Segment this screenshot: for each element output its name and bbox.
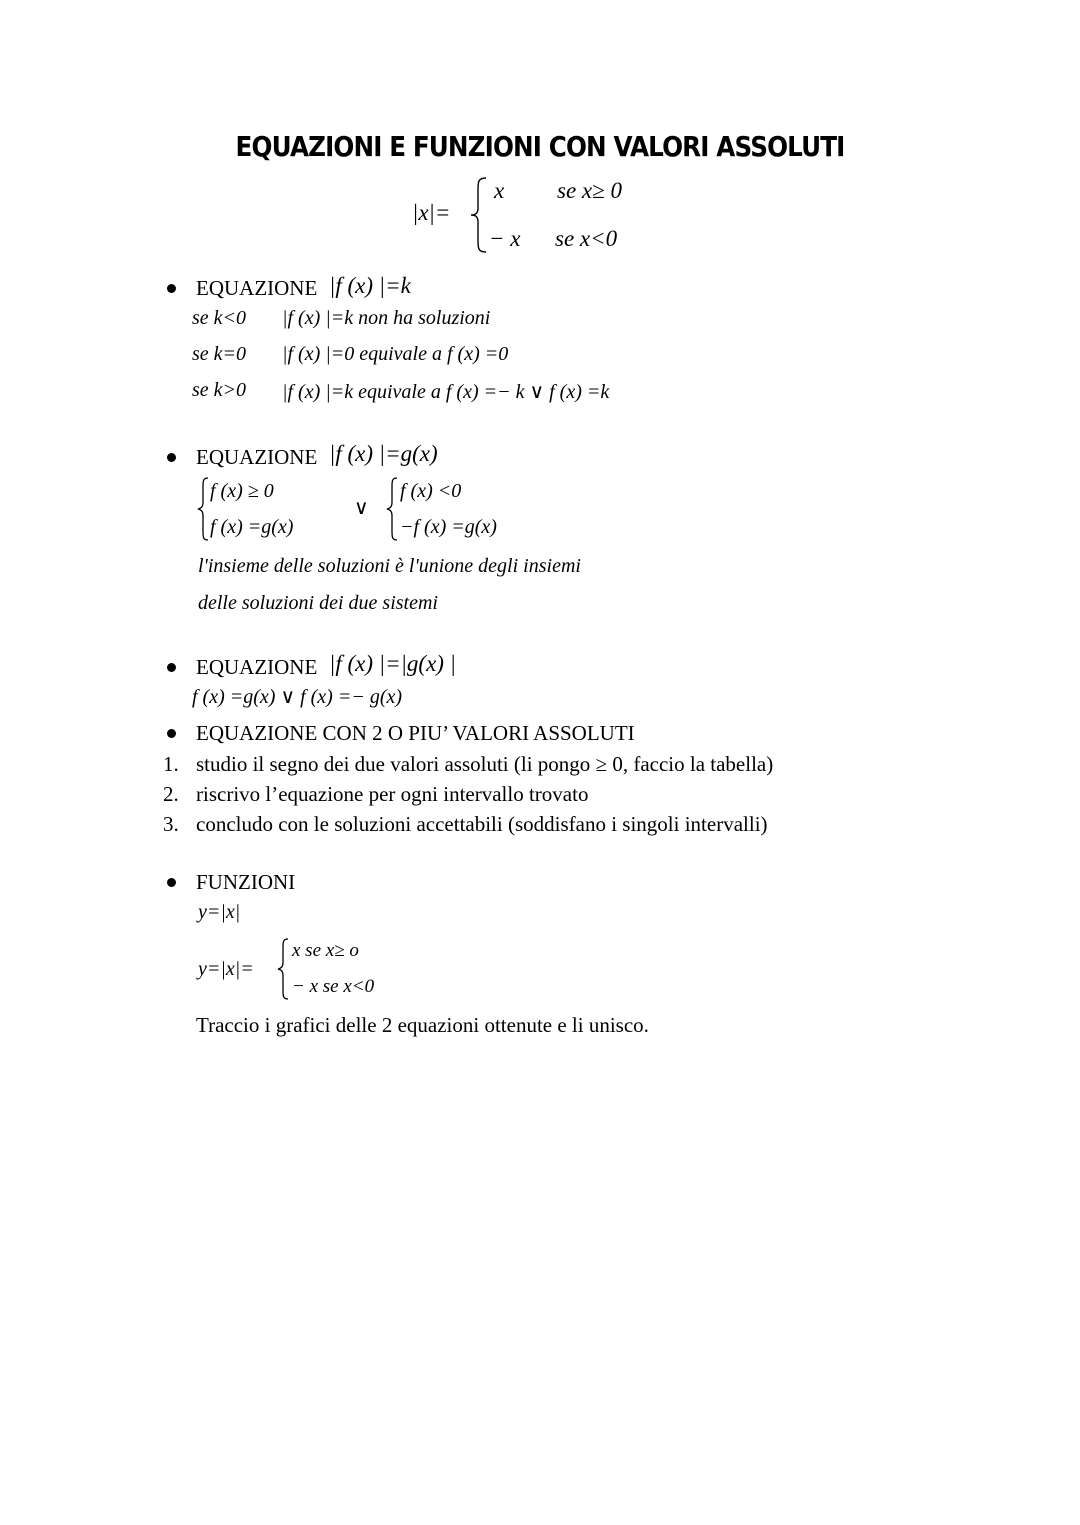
definition-brace [468, 176, 490, 254]
step-1-math: ≥ 0 [595, 752, 623, 776]
step-number: 1. [163, 752, 179, 776]
section2-heading: EQUAZIONE [196, 445, 318, 469]
section1-heading: EQUAZIONE [196, 276, 318, 300]
or-symbol: ∨ [354, 497, 369, 519]
section3-line: f (x) =g(x) ∨ f (x) =− g(x) [192, 686, 403, 708]
section5-lhs: y=|x|= [198, 958, 254, 980]
step-number: 3. [163, 812, 179, 836]
functions-case1: x se x≥ o [292, 940, 359, 961]
functions-brace [276, 937, 290, 1001]
section2-note-line1: l'insieme delle soluzioni è l'unione degli insiemi [198, 555, 581, 577]
functions-case2: − x se x<0 [292, 976, 375, 997]
system1-line2: f (x) =g(x) [210, 516, 294, 538]
section1-heading-math: |f (x) |=k [329, 273, 411, 298]
section1-cond3: se k>0 [192, 379, 247, 401]
section1-res3: |f (x) |=k equivale a f (x) =− k ∨ f (x) =k [282, 381, 610, 403]
section1-res1: |f (x) |=k non ha soluzioni [282, 307, 491, 329]
step-3: concludo con le soluzioni accettabili (soddisfano i singoli intervalli) [196, 812, 768, 836]
section5-heading: FUNZIONI [196, 870, 296, 894]
section2-heading-math: |f (x) |=g(x) [329, 441, 438, 466]
bullet [167, 453, 176, 462]
section1-cond2: se k=0 [192, 343, 247, 365]
system2-line2: −f (x) =g(x) [400, 516, 497, 538]
step-1 [196, 752, 773, 777]
section3-heading: EQUAZIONE [196, 655, 318, 679]
definition-lhs: |x|= [412, 200, 451, 225]
system1-brace [196, 476, 210, 542]
system2-line1: f (x) <0 [400, 480, 462, 502]
section5-line1: y=|x| [198, 901, 241, 923]
system2-brace [385, 476, 399, 542]
definition-case1-expr: x [494, 178, 505, 203]
step-2: riscrivo l’equazione per ogni intervallo trovato [196, 782, 589, 806]
section4-heading: EQUAZIONE CON 2 O PIU’ VALORI ASSOLUTI [196, 721, 635, 745]
bullet [167, 284, 176, 293]
bullet [167, 663, 176, 672]
step-1-post: , faccio la tabella) [622, 752, 774, 776]
page-title: EQUAZIONI E FUNZIONI CON VALORI ASSOLUTI [235, 130, 845, 163]
bullet [167, 878, 176, 887]
section3-heading-math: |f (x) |=|g(x) | [329, 651, 457, 676]
section2-note-line2: delle soluzioni dei due sistemi [198, 592, 438, 614]
section5-footer: Traccio i grafici delle 2 equazioni ottenute e li unisco. [196, 1013, 649, 1037]
section1-cond1: se k<0 [192, 307, 247, 329]
system1-line1: f (x) ≥ 0 [210, 480, 274, 502]
definition-case2-expr: − x [489, 226, 521, 251]
definition-case2-cond: se x<0 [555, 226, 618, 251]
section1-res2: |f (x) |=0 equivale a f (x) =0 [282, 343, 509, 365]
definition-case1-cond: se x≥ 0 [557, 178, 622, 203]
bullet [167, 729, 176, 738]
step-number: 2. [163, 782, 179, 806]
step-1-pre: studio il segno dei due valori assoluti (li pongo [196, 752, 591, 776]
